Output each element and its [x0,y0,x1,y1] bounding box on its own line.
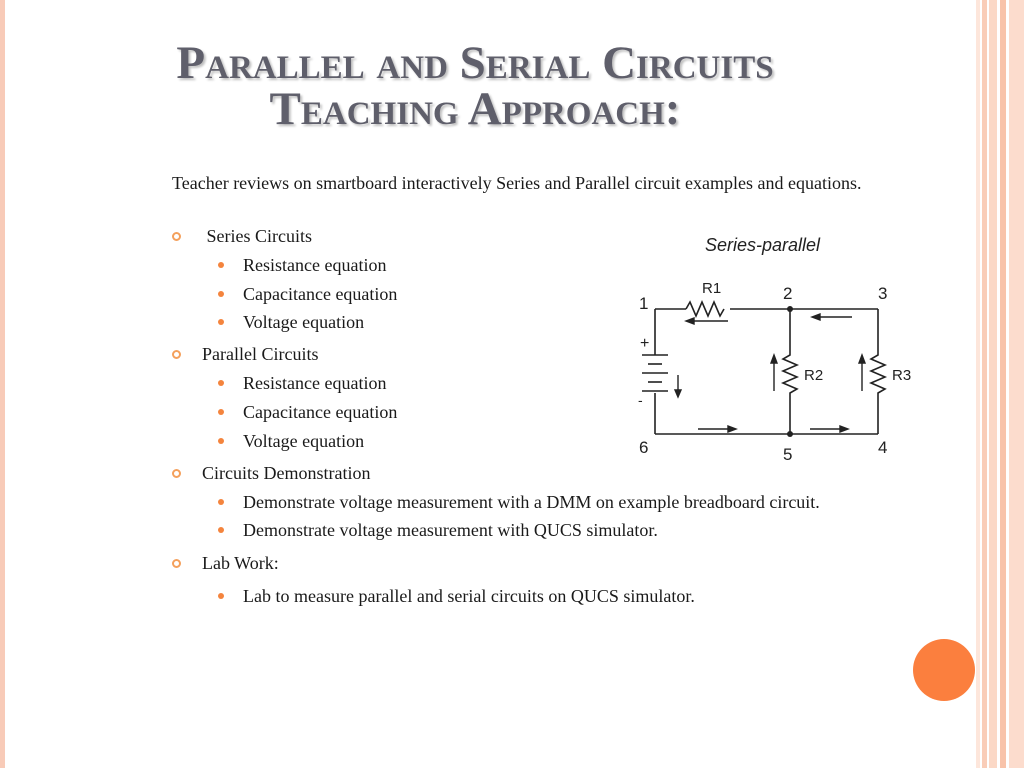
battery-plus: + [640,335,650,352]
bullet-dot-icon [218,380,224,386]
left-border [0,0,5,768]
r2-resistor-icon [783,309,797,434]
current-arrows [675,314,865,432]
arrow-right-icon [840,426,848,432]
right-stripes [976,0,1024,768]
node-label: 4 [878,438,888,457]
bullet-dot-icon [218,319,224,325]
list-item: Resistance equation [243,255,386,275]
node-label: 1 [639,294,649,313]
battery-icon [642,355,668,391]
list-item: Resistance equation [243,373,386,393]
r3-resistor-icon [871,309,885,434]
bullet-dot-icon [218,499,224,505]
arrow-down-icon [675,390,681,397]
arrow-left-icon [812,314,820,320]
list-item: Lab to measure parallel and serial circuits on QUCS simulator. [243,586,695,606]
bullet-ring-icon [172,559,181,568]
diagram-title: Series-parallel [705,235,821,255]
list-item: Voltage equation [243,312,364,332]
arrow-up-icon [859,355,865,363]
section-lab-work: Lab Work: [202,553,279,573]
list-item: Voltage equation [243,431,364,451]
node-label: 6 [639,438,649,457]
arrow-up-icon [771,355,777,363]
resistor-label-r3: R3 [892,367,912,384]
list-item: Capacitance equation [243,284,397,304]
bullet-dot-icon [218,262,224,268]
junction-dot [787,306,793,312]
resistor-label-r1: R1 [702,280,722,297]
list-item: Demonstrate voltage measurement with QUCS simulator. [243,520,658,540]
accent-circle [913,639,975,701]
list-item: Capacitance equation [243,402,397,422]
section-demonstration: Circuits Demonstration [202,463,370,483]
section-parallel: Parallel Circuits [202,344,318,364]
arrow-right-icon [728,426,736,432]
title-line-1: Parallel and Serial Circuits [176,37,774,89]
resistor-label-r2: R2 [804,367,824,384]
title-line-2: Teaching Approach: [269,83,681,135]
r1-resistor-icon [686,302,724,316]
node-label: 2 [783,284,793,303]
intro-text: Teacher reviews on smartboard interactively Series and Parallel circuit examples and equations. [172,173,862,193]
battery-minus: - [638,392,643,408]
bullet-dot-icon [218,593,224,599]
bullet-ring-icon [172,350,181,359]
bullet-ring-icon [172,232,181,241]
bullet-ring-icon [172,469,181,478]
bullet-dot-icon [218,527,224,533]
arrow-left-icon [686,318,694,324]
list-item: Demonstrate voltage measurement with a DMM on example breadboard circuit. [243,492,820,512]
bullet-dot-icon [218,409,224,415]
bullet-dot-icon [218,291,224,297]
series-parallel-diagram [620,225,930,470]
node-label: 5 [783,445,793,464]
junction-dot [787,431,793,437]
slide-title [60,37,890,135]
node-label: 3 [878,284,888,303]
bullet-dot-icon [218,438,224,444]
section-series: Series Circuits [202,226,312,246]
